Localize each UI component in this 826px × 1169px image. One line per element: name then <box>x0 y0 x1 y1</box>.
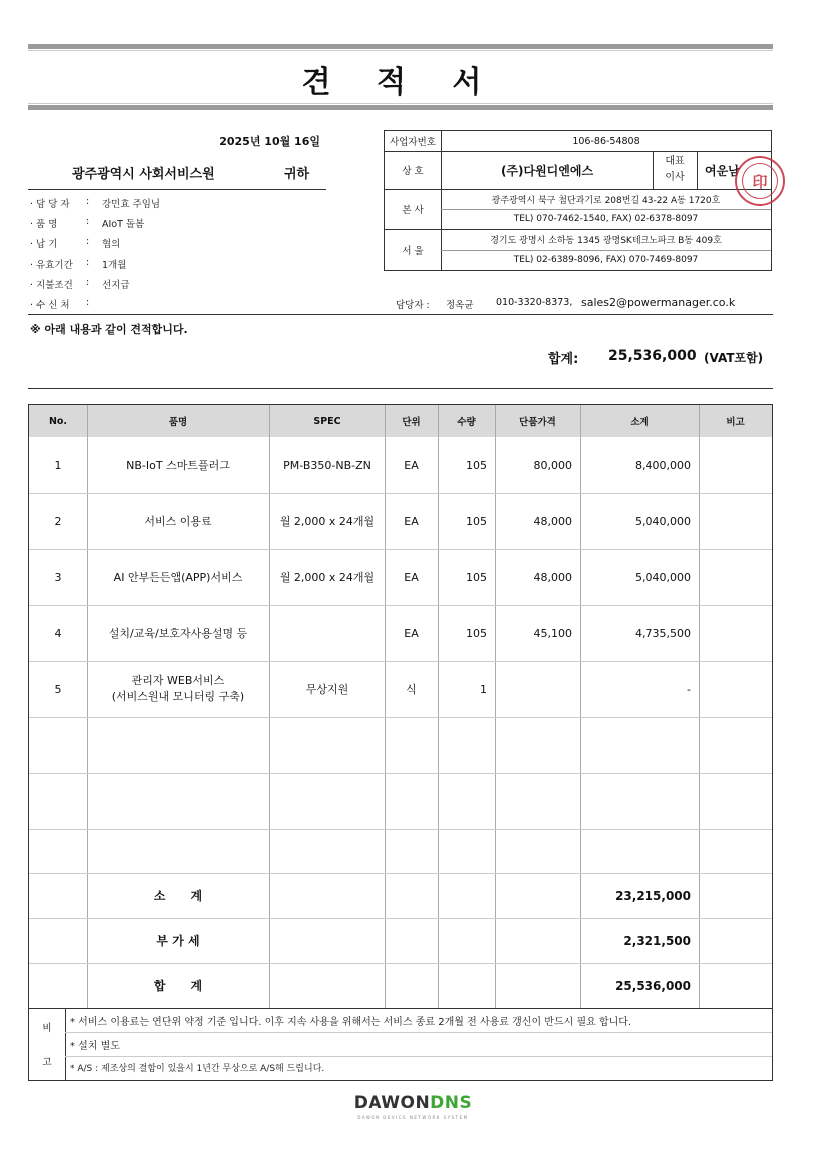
recipient-name: 광주광역시 사회서비스원 <box>72 167 215 182</box>
row-unit: EA <box>404 570 419 584</box>
title-top-bar-thin <box>28 50 773 51</box>
row-spec: 월 2,000 x 24개월 <box>279 571 375 584</box>
row-price: 80,000 <box>533 458 572 472</box>
col-header-price: 단품가격 <box>519 417 556 428</box>
info-value: 협의 <box>102 239 121 250</box>
info-label: · 유효기간 <box>30 260 73 271</box>
row-no: 5 <box>54 682 62 696</box>
col-header-name: 품명 <box>168 417 188 428</box>
row-price: 48,000 <box>533 514 572 528</box>
row-price: 48,000 <box>533 570 572 584</box>
summary-label: 부 가 세 <box>156 934 200 948</box>
info-value: 1개월 <box>102 260 127 271</box>
row-qty: 105 <box>466 458 487 472</box>
row-qty: 105 <box>466 626 487 640</box>
row-note <box>699 549 772 605</box>
summary-amount: 25,536,000 <box>615 978 691 993</box>
row-price: 45,100 <box>533 626 572 640</box>
row-note <box>699 661 772 717</box>
row-spec: PM-B350-NB-ZN <box>283 458 371 472</box>
company-label: 상 호 <box>402 166 424 177</box>
summary-label: 소 계 <box>153 889 203 903</box>
remarks-label-top: 비 <box>42 1023 52 1034</box>
row-spec: 무상지원 <box>305 683 349 696</box>
bizno-value: 106-86-54808 <box>572 135 640 147</box>
total-vat: (VAT포함) <box>704 351 764 365</box>
row-no: 3 <box>54 570 62 584</box>
row-unit: EA <box>404 514 419 528</box>
row-name: 서비스 이용료 <box>144 515 212 528</box>
title-bottom-bar <box>28 105 773 110</box>
ceo-label: 대표 이사 <box>665 156 685 183</box>
logo-part2: DNS <box>430 1093 473 1113</box>
contact-name: 정옥균 <box>446 300 474 311</box>
row-qty: 1 <box>480 682 487 696</box>
row-qty: 105 <box>466 514 487 528</box>
info-label: · 담 당 자 <box>30 199 70 210</box>
info-label: · 지불조건 <box>30 280 73 291</box>
col-header-unit: 단위 <box>402 417 421 428</box>
total-amount: 25,536,000 <box>608 348 697 364</box>
row-unit: EA <box>404 626 419 640</box>
row-subtotal: - <box>687 682 691 696</box>
seoul-label: 서 울 <box>402 245 424 257</box>
row-spec <box>269 605 385 661</box>
row-subtotal: 5,040,000 <box>635 514 691 528</box>
ceo-name: 여운남 <box>705 163 740 178</box>
row-note <box>699 605 772 661</box>
summary-amount: 23,215,000 <box>615 888 691 903</box>
row-no: 2 <box>54 514 62 528</box>
quote-note: ※ 아래 내용과 같이 견적합니다. <box>30 323 188 336</box>
remarks-label-bottom: 고 <box>42 1057 52 1068</box>
supplier-table <box>384 130 772 271</box>
summary-amount: 2,321,500 <box>623 933 691 948</box>
summary-label: 합 계 <box>153 979 203 993</box>
row-price <box>495 661 580 717</box>
info-value: 강민효 주임님 <box>102 199 161 210</box>
col-header-no: No. <box>48 415 68 427</box>
row-unit: 식 <box>406 683 417 696</box>
company-logo <box>0 1093 826 1113</box>
contact-email: sales2@powermanager.co.k <box>581 296 736 309</box>
row-spec: 월 2,000 x 24개월 <box>279 515 375 528</box>
row-unit: EA <box>404 458 419 472</box>
col-header-qty: 수량 <box>457 417 476 428</box>
total-label: 합계: <box>548 352 579 367</box>
logo-tagline: DAWON DEVICE NETWORK SYSTEM <box>357 1115 469 1120</box>
row-note <box>699 493 772 549</box>
remark-line: * 설치 별도 <box>70 1041 120 1052</box>
company-name: (주)다원디엔에스 <box>500 163 594 178</box>
col-header-spec: SPEC <box>313 415 341 427</box>
company-seal: 印 <box>735 156 785 206</box>
hq-label: 본 사 <box>402 205 424 216</box>
seoul-tel: TEL) 02-6389-8096, FAX) 070-7469-8097 <box>513 255 699 265</box>
row-name: AI 안부든든앱(APP)서비스 <box>113 571 243 584</box>
row-subtotal: 4,735,500 <box>635 626 691 640</box>
row-no: 4 <box>54 626 62 640</box>
col-header-note: 비고 <box>726 417 745 428</box>
row-no: 1 <box>54 458 62 472</box>
info-value: AIoT 돌봄 <box>102 219 145 230</box>
title-bottom-bar-thin <box>28 103 773 104</box>
bizno-label: 사업자번호 <box>390 137 436 148</box>
divider <box>28 314 773 315</box>
row-subtotal: 8,400,000 <box>635 458 691 472</box>
seoul-address: 경기도 광명시 소하동 1345 광명SK테크노파크 B동 409호 <box>490 236 722 246</box>
row-name: 관리자 WEB서비스 (서비스원내 모니터링 구축) <box>111 674 245 703</box>
row-qty: 105 <box>466 570 487 584</box>
row-name: 설치/교육/보호자사용설명 등 <box>108 627 248 640</box>
recipient-block <box>28 155 326 190</box>
col-header-subtotal: 소계 <box>630 417 649 428</box>
contact-label: 담당자 : <box>396 300 430 311</box>
hq-tel: TEL) 070-7462-1540, FAX) 02-6378-8097 <box>513 214 699 224</box>
recipient-honorific: 귀하 <box>284 167 310 182</box>
row-subtotal: 5,040,000 <box>635 570 691 584</box>
info-label: · 품 명 <box>30 219 58 230</box>
title-top-bar <box>28 44 773 49</box>
logo-part1: DAWON <box>353 1093 431 1113</box>
contact-phone: 010-3320-8373, <box>496 297 573 308</box>
document-title: 견 적 서 <box>301 65 500 100</box>
info-label: · 납 기 <box>30 239 58 250</box>
hq-address: 광주광역시 북구 첨단과기로 208번길 43-22 A동 1720호 <box>491 195 721 206</box>
row-note <box>699 437 772 493</box>
info-value: 선지급 <box>102 280 130 291</box>
info-label: · 수 신 처 <box>30 300 70 311</box>
quote-table <box>28 404 773 1081</box>
remark-line: * 서비스 이용료는 연단위 약정 기준 입니다. 이후 지속 사용을 위해서는 서비스 종료 2개월 전 사용료 갱신이 반드시 필요 합니다. <box>70 1017 632 1028</box>
remark-line: * A/S : 제조상의 결함이 있을시 1년간 무상으로 A/S해 드립니다. <box>70 1064 325 1074</box>
divider <box>28 388 773 389</box>
row-name: NB-IoT 스마트플러그 <box>126 459 230 472</box>
quote-date: 2025년 10월 16일 <box>219 135 320 148</box>
